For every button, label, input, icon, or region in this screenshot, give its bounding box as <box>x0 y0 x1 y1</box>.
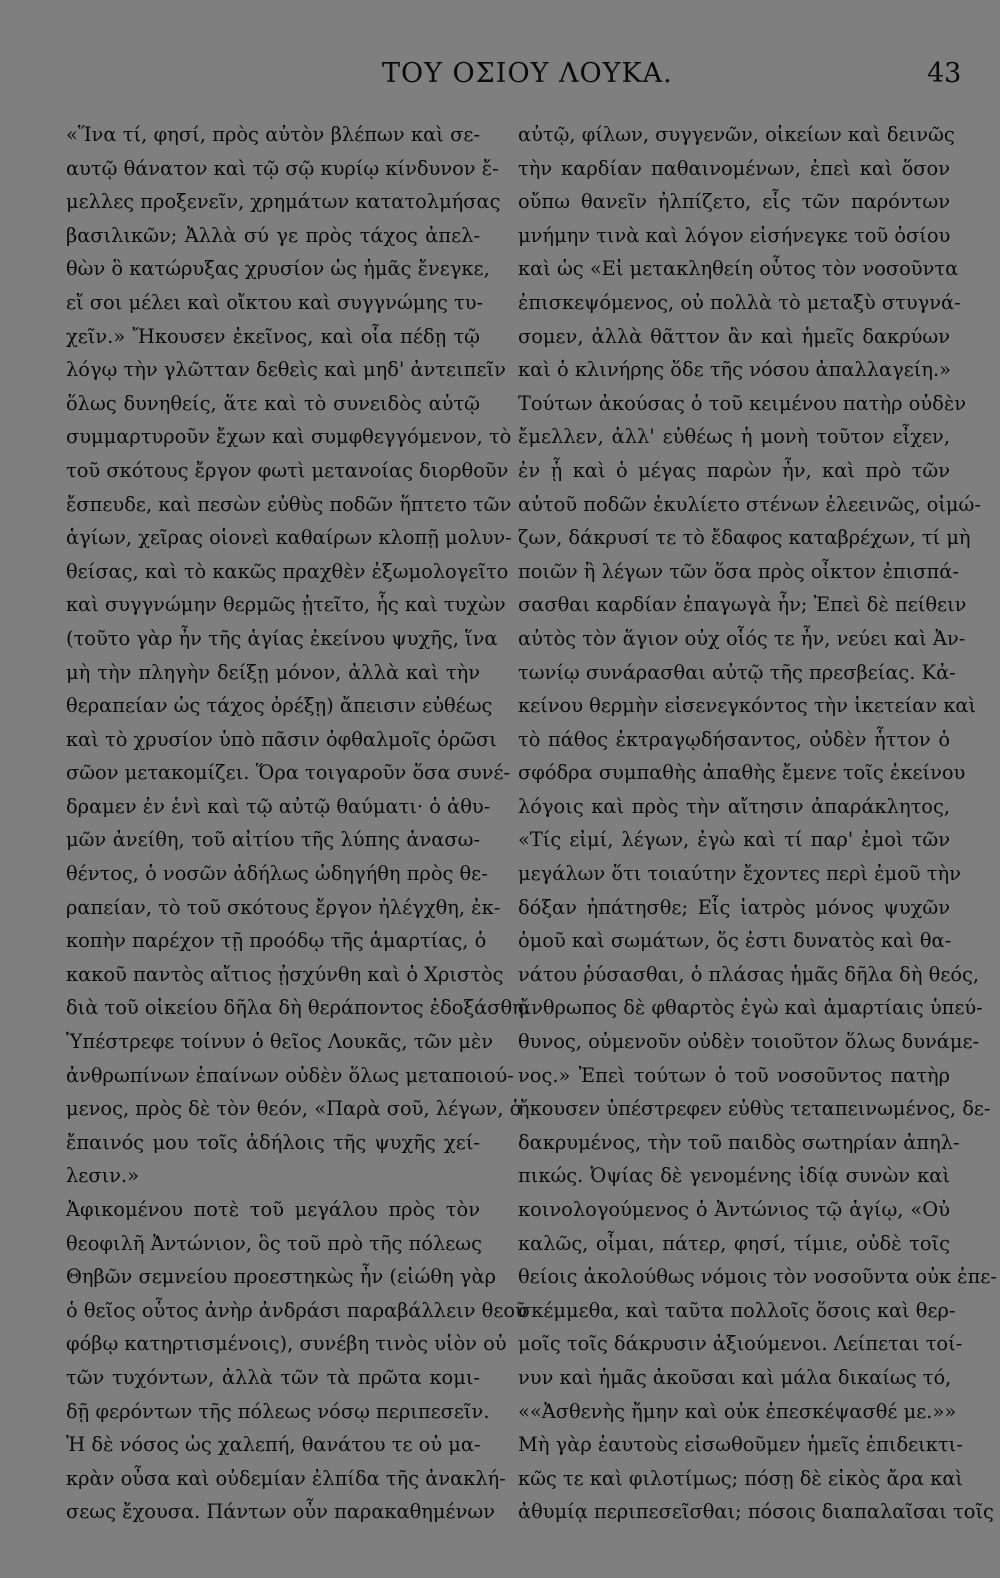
text-line: σομεν, ἀλλὰ θᾶττον ἂν καὶ ἡμεῖς δακρύων <box>518 324 950 348</box>
text-line: αὐτῷ, φίλων, συγγενῶν, οἰκείων καὶ δεινῶς <box>518 123 955 146</box>
text-line: αὐτοῦ ποδῶν ἐκυλίετο στένων ἐλεεινῶς, οἰμώ- <box>518 492 981 516</box>
text-line: δῇ φερόντων τῆς πόλεως νόσῳ περιπεσεῖν. <box>66 1399 490 1423</box>
text-line: τῶν τυχόντων, ἀλλὰ τῶν τὰ πρῶτα κομι- <box>66 1365 480 1389</box>
text-line: λόγοις καὶ πρὸς τὴν αἴτησιν ἀπαράκλητος, <box>518 794 950 818</box>
text-line: μὴ τὴν πληγὴν δείξῃ μόνον, ἀλλὰ καὶ τὴν <box>66 660 480 684</box>
running-head <box>0 58 1000 94</box>
text-line: ἄνθρωπος δὲ φθαρτὸς ἐγὼ καὶ ἁμαρτίαις ὑπεύ- <box>518 996 983 1020</box>
text-line: φόβῳ κατηρτισμένοις), συνέβη τινὸς υἱὸν οὐ <box>66 1332 507 1356</box>
text-line: θείοις ἀκολούθως νόμοις τὸν νοσοῦντα οὐκ ἐπε- <box>518 1265 997 1289</box>
text-line: ἀθυμίᾳ περιπεσεῖσθαι; πόσοις διαπαλαῖσαι τοῖς <box>518 1500 994 1524</box>
text-line: θυνος, οὐμενοῦν οὐδὲν τοιοῦτον ὅλως δυνάμε- <box>518 1030 980 1054</box>
text-line: Ἡ δὲ νόσος ὡς χαλεπή, θανάτου τε οὐ μα- <box>66 1433 481 1457</box>
text-line: ποιῶν ἢ λέγων τῶν ὅσα πρὸς οἶκτον ἐπισπά- <box>518 559 959 583</box>
text-line: Τούτων ἀκούσας ὁ τοῦ κειμένου πατὴρ οὐδὲν <box>518 391 967 415</box>
text-line: σεως ἔχουσα. Πάντων οὖν παρακαθημένων <box>66 1500 495 1524</box>
text-line: Ἀφικομένου ποτὲ τοῦ μεγάλου πρὸς τὸν <box>66 1198 480 1221</box>
text-line: κῶς τε καὶ φιλοτίμως; πόσῃ δὲ εἰκὸς ἄρα καὶ <box>518 1466 964 1490</box>
text-line: καὶ ὡς «Εἰ μετακληθείη οὗτος τὸν νοσοῦντα <box>518 257 959 281</box>
text-line: δακρυμένος, τὴν τοῦ παιδὸς σωτηρίαν ἀπηλ- <box>518 1130 960 1154</box>
text-line: ἔμελλεν, ἀλλ' εὐθέως ἡ μονὴ τοῦτον εἶχεν, <box>518 425 950 449</box>
text-line: σασθαι καρδίαν ἐπαγωγὰ ἦν; Ἐπεὶ δὲ πείθειν <box>518 593 967 617</box>
text-line: καὶ ὁ κλινήρης ὅδε τῆς νόσου ἀπαλλαγείη.» <box>518 358 952 382</box>
text-line: τὴν καρδίαν παθαινομένων, ἐπεὶ καὶ ὅσον <box>518 156 950 180</box>
text-line: (τοῦτο γὰρ ἦν τῆς ἁγίας ἐκείνου ψυχῆς, ἵνα <box>66 626 498 650</box>
text-line: θείσας, καὶ τὸ κακῶς πραχθὲν ἐξωμολογεῖτο <box>66 559 509 583</box>
text-line: αυτῷ θάνατον καὶ τῷ σῷ κυρίῳ κίνδυνον ἔ- <box>66 156 499 180</box>
text-line: χεῖν.» Ἤκουσεν ἐκεῖνος, καὶ οἷα πέδῃ τῷ <box>66 324 480 348</box>
text-line: ἀνθρωπίνων ἐπαίνων οὐδὲν ὅλως μεταποιού- <box>66 1063 514 1087</box>
text-line: Μὴ γὰρ ἑαυτοὺς εἰσωθοῦμεν ἡμεῖς ἐπιδεικτι- <box>518 1433 963 1457</box>
text-line: Ὑπέστρεφε τοίνυν ὁ θεῖος Λουκᾶς, τῶν μὲν <box>66 1030 494 1054</box>
text-line: μνήμην τινὰ καὶ λόγον εἰσήνεγκε τοῦ ὁσίου <box>518 223 951 247</box>
text-line: θέντος, ὁ νοσῶν ἀδήλως ὡδηγήθη πρὸς θε- <box>66 862 488 886</box>
text-line: κακοῦ παντὸς αἴτιος ᾐσχύνθη καὶ ὁ Χριστὸς <box>66 962 504 986</box>
text-line: ἁγίων, χεῖρας οἱονεὶ καθαίρων κλοπῇ μολυν- <box>66 526 512 550</box>
text-line: νάτου ῥύσασθαι, ὁ πλάσας ἡμᾶς δῆλα δὴ θεός, <box>518 962 980 986</box>
text-line: οὔπω θανεῖν ἠλπίζετο, εἷς τῶν παρόντων <box>518 190 950 214</box>
text-line: θὼν ὃ κατώρυξας χρυσίον ὡς ἡμᾶς ἔνεγκε, <box>66 257 490 281</box>
text-line: ζων, δάκρυσί τε τὸ ἔδαφος καταβρέχων, τί μὴ <box>518 526 971 550</box>
text-line: τοῦ σκότους ἔργον φωτὶ μετανοίας διορθοῦν <box>66 458 509 482</box>
text-line: νος.» Ἐπεὶ τούτων ὁ τοῦ νοσοῦντος πατὴρ <box>518 1063 950 1087</box>
text-line: συμμαρτυροῦν ἔχων καὶ συμφθεγγόμενον, τὸ <box>66 425 512 449</box>
text-line: πικώς. Ὀψίας δὲ γενομένης ἰδίᾳ συνὼν καὶ <box>518 1164 950 1188</box>
text-line: ἐπισκεψόμενος, οὐ πολλὰ τὸ μεταξὺ στυγνά- <box>518 290 961 314</box>
text-line: λεσιν.» <box>66 1164 139 1188</box>
text-line: μῶν ἀνείθη, τοῦ αἰτίου τῆς λύπης ἀνασω- <box>66 828 480 852</box>
text-line: θεοφιλῆ Ἀντώνιον, ὃς τοῦ πρὸ τῆς πόλεως <box>66 1231 482 1255</box>
text-line: τὸ πάθος ἐκτραγῳδήσαντος, οὐδὲν ἧττον ὁ <box>518 727 950 751</box>
text-line: σῶον μετακομίζει. Ὅρα τοιγαροῦν ὅσα συνέ- <box>66 761 511 785</box>
text-line: καὶ τὸ χρυσίον ὑπὸ πᾶσιν ὀφθαλμοῖς ὁρῶσι <box>66 727 497 751</box>
text-line: ἔσπευδε, καὶ πεσὼν εὐθὺς ποδῶν ἥπτετο τῶν <box>66 492 512 516</box>
text-line: αὐτὸς τὸν ἅγιον οὐχ οἷός τε ἦν, νεύει καὶ Ἀν- <box>518 626 966 650</box>
text-line: μοῖς τοῖς δάκρυσιν ἀξιούμενοι. Λείπεται τοί- <box>518 1332 963 1356</box>
left-text-column <box>66 118 530 1529</box>
text-line: ραπείαν, τὸ τοῦ σκότους ἔργον ἠλέγχθη, ἐκ- <box>66 895 501 919</box>
text-line: καλῶς, οἶμαι, πάτερ, φησί, τίμιε, οὐδὲ τοῖς <box>518 1231 950 1255</box>
text-line: «Τίς εἰμί, λέγων, ἐγὼ καὶ τί παρ' ἐμοὶ τῶν <box>518 828 950 852</box>
text-line: μεγάλων ὅτι τοιαύτην ἔχοντες περὶ ἐμοῦ τὴν <box>518 862 961 886</box>
text-line: ἔπαινός μου τοῖς ἀδήλοις τῆς ψυχῆς χεί- <box>66 1130 480 1154</box>
text-line: διὰ τοῦ οἰκείου δῆλα δὴ θεράποντος ἐδοξάσθη. <box>66 996 530 1020</box>
text-line: λόγῳ τὴν γλῶτταν δεθεὶς καὶ μηδ' ἀντειπεῖν <box>66 358 506 382</box>
text-line: εἴ σοι μέλει καὶ οἴκτου καὶ συγγνώμης τυ- <box>66 290 484 314</box>
running-title: ΤΟΥ ΟΣΙΟΥ ΛΟΥΚΑ. <box>382 58 673 89</box>
text-line: ἤκουσεν ὑπέστρεφεν εὐθὺς τεταπεινωμένος, δε- <box>518 1097 991 1121</box>
text-line: κρὰν οὖσα καὶ οὐδεμίαν ἐλπίδα τῆς ἀνακλή- <box>66 1466 506 1490</box>
text-line: δόξαν ἠπάτησθε; Εἷς ἰατρὸς μόνος ψυχῶν <box>518 895 950 919</box>
text-line: σφόδρα συμπαθὴς ἀπαθὴς ἔμενε τοῖς ἐκείνου <box>518 761 966 785</box>
text-line: μελλες προξενεῖν, χρημάτων κατατολμήσας <box>66 190 501 214</box>
text-line: Θηβῶν σεμνείου προεστηκὼς ἦν (εἰώθη γὰρ <box>66 1265 496 1289</box>
text-line: ἐν ᾗ καὶ ὁ μέγας παρὼν ἦν, καὶ πρὸ τῶν <box>518 458 950 482</box>
text-line: κοινολογούμενος ὁ Ἀντώνιος τῷ ἁγίῳ, «Οὐ <box>518 1198 950 1221</box>
text-line: νυν καὶ ἡμᾶς ἀκοῦσαι καὶ μάλα δικαίως τό, <box>518 1365 952 1389</box>
text-line: καὶ συγγνώμην θερμῶς ᾐτεῖτο, ἧς καὶ τυχὼν <box>66 593 506 617</box>
text-line: ὁμοῦ καὶ σωμάτων, ὅς ἐστι δυνατὸς καὶ θα- <box>518 929 952 953</box>
text-line: σκέμμεθα, καὶ ταῦτα πολλοῖς ὅσοις καὶ θερ- <box>518 1298 956 1322</box>
text-line: κείνου θερμὴν εἰσενεγκόντος τὴν ἱκετείαν καὶ <box>518 694 977 718</box>
right-text-column <box>518 118 997 1529</box>
page-number: 43 <box>927 58 962 89</box>
text-line: βασιλικῶν; Ἀλλὰ σύ γε πρὸς τάχος ἀπελ- <box>66 223 480 247</box>
text-line: τωνίῳ συνάρασθαι αὐτῷ τῆς πρεσβείας. Κἀ- <box>518 660 956 684</box>
text-line: θεραπείαν ὡς τάχος ὀρέξῃ) ἄπεισιν εὐθέως <box>66 694 493 718</box>
text-line: ὁ θεῖος οὗτος ἀνὴρ ἀνδράσι παραβάλλειν θεοῦ <box>66 1298 527 1322</box>
text-line: «Ἵνα τί, φησί, πρὸς αὐτὸν βλέπων καὶ σε- <box>66 123 480 146</box>
text-line: μενος, πρὸς δὲ τὸν θεόν, «Παρὰ σοῦ, λέγων, ὁ <box>66 1097 522 1121</box>
text-line: ««Ἀσθενὴς ἤμην καὶ οὐκ ἐπεσκέψασθέ με.»» <box>518 1399 957 1423</box>
text-line: ὅλως δυνηθείς, ἅτε καὶ τὸ συνειδὸς αὐτῷ <box>66 391 480 415</box>
text-line: δραμεν ἐν ἑνὶ καὶ τῷ αὐτῷ θαύματι· ὁ ἀθυ- <box>66 794 491 818</box>
text-line: κοπὴν παρέχον τῇ προόδῳ τῆς ἁμαρτίας, ὁ <box>66 929 487 953</box>
